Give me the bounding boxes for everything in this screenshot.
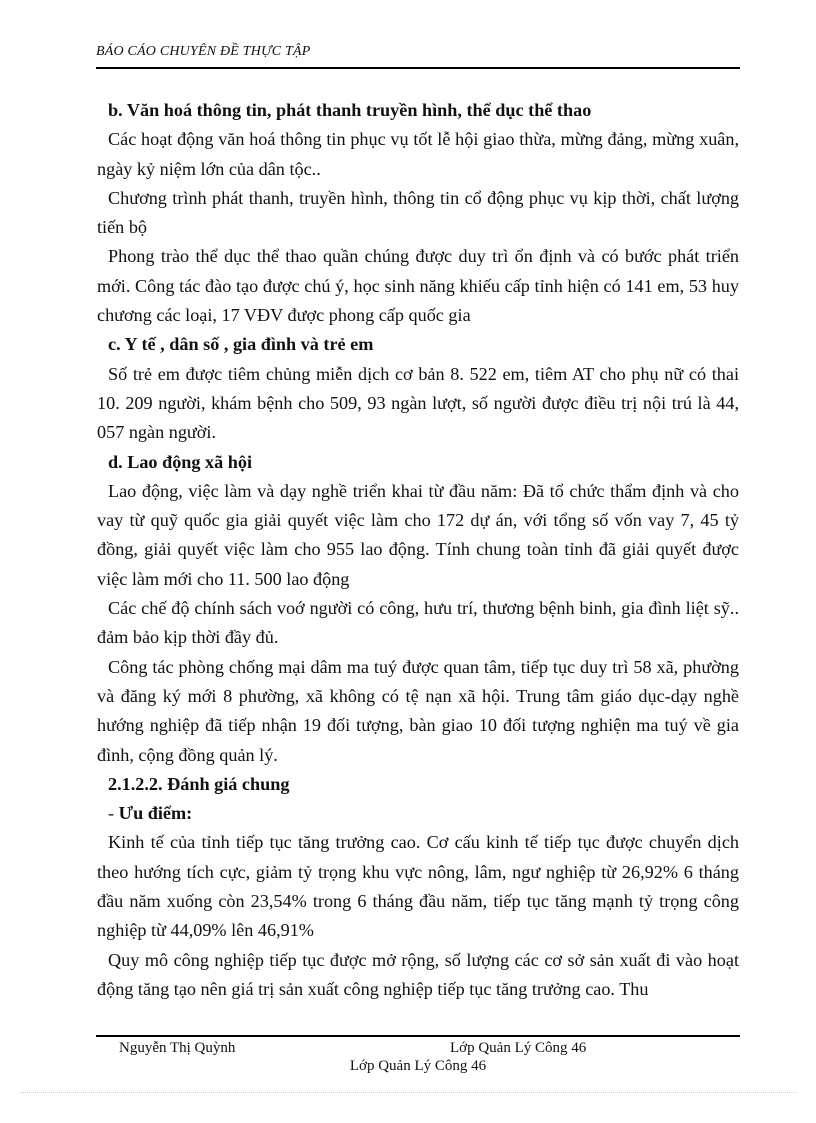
footer-class-center: Lớp Quản Lý Công 46 (349, 1058, 487, 1074)
page-boundary (20, 1092, 796, 1093)
section-heading: 2.1.2.2. Đánh giá chung (108, 773, 290, 794)
bullet-label: Ưu điểm: (118, 803, 193, 824)
paragraph: Lao động, việc làm và dạy nghề triển khai từ đầu năm: Đã tổ chức thẩm định và cho vay từ quỹ quốc gia giải quyết việc làm cho 172 dự án, với tổng số vốn vay 7, 45 tỷ đồng, giải quyết việc làm cho 955 lao động. Tính chung toàn tỉnh đã giải quyết được việc làm mới cho 11. 500 lao động (97, 480, 739, 589)
paragraph: Các chế độ chính sách voớ người có công, hưu trí, thương bệnh binh, gia đình liệt sỹ.. đảm bảo kịp thời đầy đủ. (97, 598, 739, 648)
document-header: BÁO CÁO CHUYÊN ĐỀ THỰC TẬP (96, 44, 311, 59)
paragraph: Chương trình phát thanh, truyền hình, thông tin cổ động phục vụ kịp thời, chất lượng tiến bộ (97, 187, 739, 238)
paragraph: Công tác phòng chống mại dâm ma tuý được quan tâm, tiếp tục duy trì 58 xã, phường và đăng ký mới 8 phường, xã không có tệ nạn xã hội. Trung tâm giáo dục-dạy nghề hướng nghiệp đã tiếp nhận 19 đối tượng, bàn giao 10 đối tượng nghiện ma tuý về gia đình, cộng đồng quản lý. (97, 656, 739, 765)
section-heading: b. Văn hoá thông tin, phát thanh truyền hình, thể dục thể thao (108, 100, 592, 120)
paragraph: Phong trào thể dục thể thao quần chúng được duy trì ổn định và có bước phát triển mới. Công tác đào tạo được chú ý, học sinh năng khiếu cấp tỉnh hiện có 141 em, 53 huy chương các loại, 17 VĐV được phong cấp quốc gia (97, 246, 739, 326)
section-heading: d. Lao động xã hội (108, 451, 253, 472)
bullet-prefix: - (108, 803, 119, 824)
paragraph: Số trẻ em được tiêm chủng miễn dịch cơ bản 8. 522 em, tiêm AT cho phụ nữ có thai 10. 209 người, khám bệnh cho 509, 93 ngàn lượt, số người được điều trị nội trú là 44, 057 ngàn người. (97, 363, 739, 443)
footer-author: Nguyễn Thị Quỳnh (119, 1040, 236, 1056)
footer-class: Lớp Quản Lý Công 46 (450, 1040, 587, 1056)
paragraph: Quy mô công nghiệp tiếp tục được mở rộng, số lượng các cơ sở sản xuất đi vào hoạt động tăng tạo nên giá trị sản xuất công nghiệp tiếp tục tăng trưởng cao. Thu (97, 949, 739, 999)
paragraph: Kinh tế của tỉnh tiếp tục tăng trưởng cao. Cơ cấu kinh tế tiếp tục được chuyển dịch theo hướng tích cực, giảm tỷ trọng khu vực nông, lâm, ngư nghiệp từ 26,92% 6 tháng đầu năm xuống còn 23,54% trong 6 tháng đầu năm, tiếp tục tăng mạnh tỷ trọng công nghiệp từ 44,09% lên 46,91% (97, 832, 739, 941)
paragraph: Các hoạt động văn hoá thông tin phục vụ tốt lễ hội giao thừa, mừng đảng, mừng xuân, ngày kỷ niệm lớn của dân tộc.. (97, 129, 739, 179)
footer-rule (96, 1035, 740, 1037)
bullet-heading (97, 799, 739, 828)
document-body (97, 96, 739, 1004)
section-heading: c. Y tế , dân số , gia đình và trẻ em (108, 334, 374, 355)
header-rule (96, 67, 740, 69)
